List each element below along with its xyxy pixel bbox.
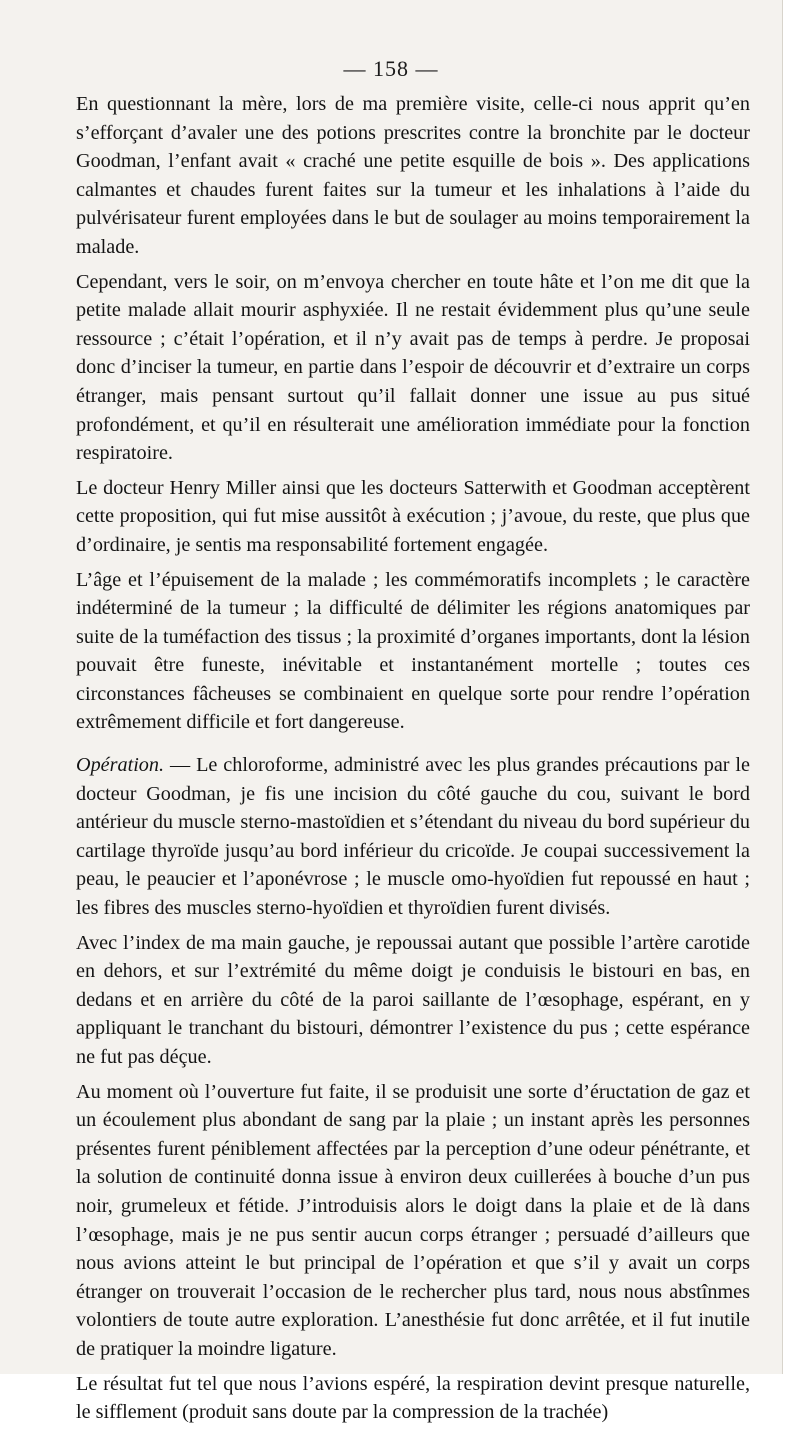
page-number: — 158 — [343, 56, 439, 81]
paragraph: Le résultat fut tel que nous l’avions espéré, la respiration devint presque naturelle, le sifflement (produit sans doute par la compression de la trachée) [76, 1372, 750, 1424]
paragraph-text: — Le chloroforme, administré avec les plus grandes précautions par le docteur Goodman, je fis une incision du côté gauche du cou, suivant le bord antérieur du muscle sterno-mastoïdien et s’étendant du niveau du bord supérieur du cartilage thyroïde jusqu’au bord inférieur du cricoïde. Je coupai successivement la peau, le peaucier et l’aponévrose ; le muscle omo-hyoïdien fut repoussé en haut ; les fibres des muscles sterno-hyoïdien et thyroïdien furent divisés. [76, 754, 750, 920]
paragraph: Cependant, vers le soir, on m’envoya chercher en toute hâte et l’on me dit que la petite malade allait mourir asphyxiée. Il ne restait évidemment plus qu’une seule ressource ; c’était l’opération, et il n’y avait pas de temps à perdre. Je proposai donc d’inciser la tumeur, en partie dans l’espoir de découvrir et d’extraire un corps étranger, mais pensant surtout qu’il fallait donner une issue au pus situé profondément, et qu’il en résulterait une amélioration immédiate pour la fonction respiratoire. [76, 270, 750, 465]
paragraph-operation [76, 751, 750, 923]
paragraph: Avec l’index de ma main gauche, je repoussai autant que possible l’artère carotide en dehors, et sur l’extrémité du même doigt je conduisis le bistouri en bas, en dedans et en arrière du côté de la paroi saillante de l’œsophage, espérant, en y appliquant le tranchant du bistouri, démontrer l’existence du pus ; cette espérance ne fut pas déçue. [76, 931, 750, 1068]
paragraph: L’âge et l’épuisement de la malade ; les commémoratifs incomplets ; le caractère indéterminé de la tumeur ; la difficulté de délimiter les régions anatomiques par suite de la tuméfaction des tissus ; la proximité d’organes importants, dont la lésion pouvait être funeste, inévitable et instantanément mortelle ; toutes ces circonstances fâcheuses se combinaient en quelque sorte pour rendre l’opération extrêmement difficile et fort dangereuse. [76, 568, 750, 734]
paragraph: En questionnant la mère, lors de ma première visite, celle-ci nous apprit qu’en s’efforçant d’avaler une des potions prescrites contre la bronchite par le docteur Goodman, l’enfant avait « craché une petite esquille de bois ». Des applications calmantes et chaudes furent faites sur la tumeur et les inhalations à l’aide du pulvérisateur furent employées dans le but de soulager au moins temporairement la malade. [76, 93, 750, 258]
section-lead: Opération. [76, 754, 165, 777]
paragraph: Au moment où l’ouverture fut faite, il se produisit une sorte d’éructation de gaz et un écoulement plus abondant de sang par la plaie ; un instant après les personnes présentes furent péniblement affectées par la perception d’une odeur pénétrante, et la solution de continuité donna issue à environ deux cuillerées à bouche d’un pus noir, grumeleux et fétide. J’introduisis alors le doigt dans la plaie et de là dans l’œsophage, mais je ne pus sentir aucun corps étranger ; persuadé d’ailleurs que nous avions atteint le but principal de l’opération et que s’il y avait un corps étranger on trouverait l’occasion de le rechercher plus tard, nous nous abstînmes volontiers de toute autre exploration. L’anesthésie fut donc arrêtée, et il fut inutile de pratiquer la moindre ligature. [76, 1080, 750, 1360]
body-text [76, 90, 750, 1433]
page-edge [782, 0, 801, 1374]
paragraph: Le docteur Henry Miller ainsi que les docteurs Satterwith et Goodman acceptèrent cette proposition, qui fut mise aussitôt à exécution ; j’avoue, du reste, que plus que d’ordinaire, je sentis ma responsabilité fortement engagée. [76, 476, 750, 556]
